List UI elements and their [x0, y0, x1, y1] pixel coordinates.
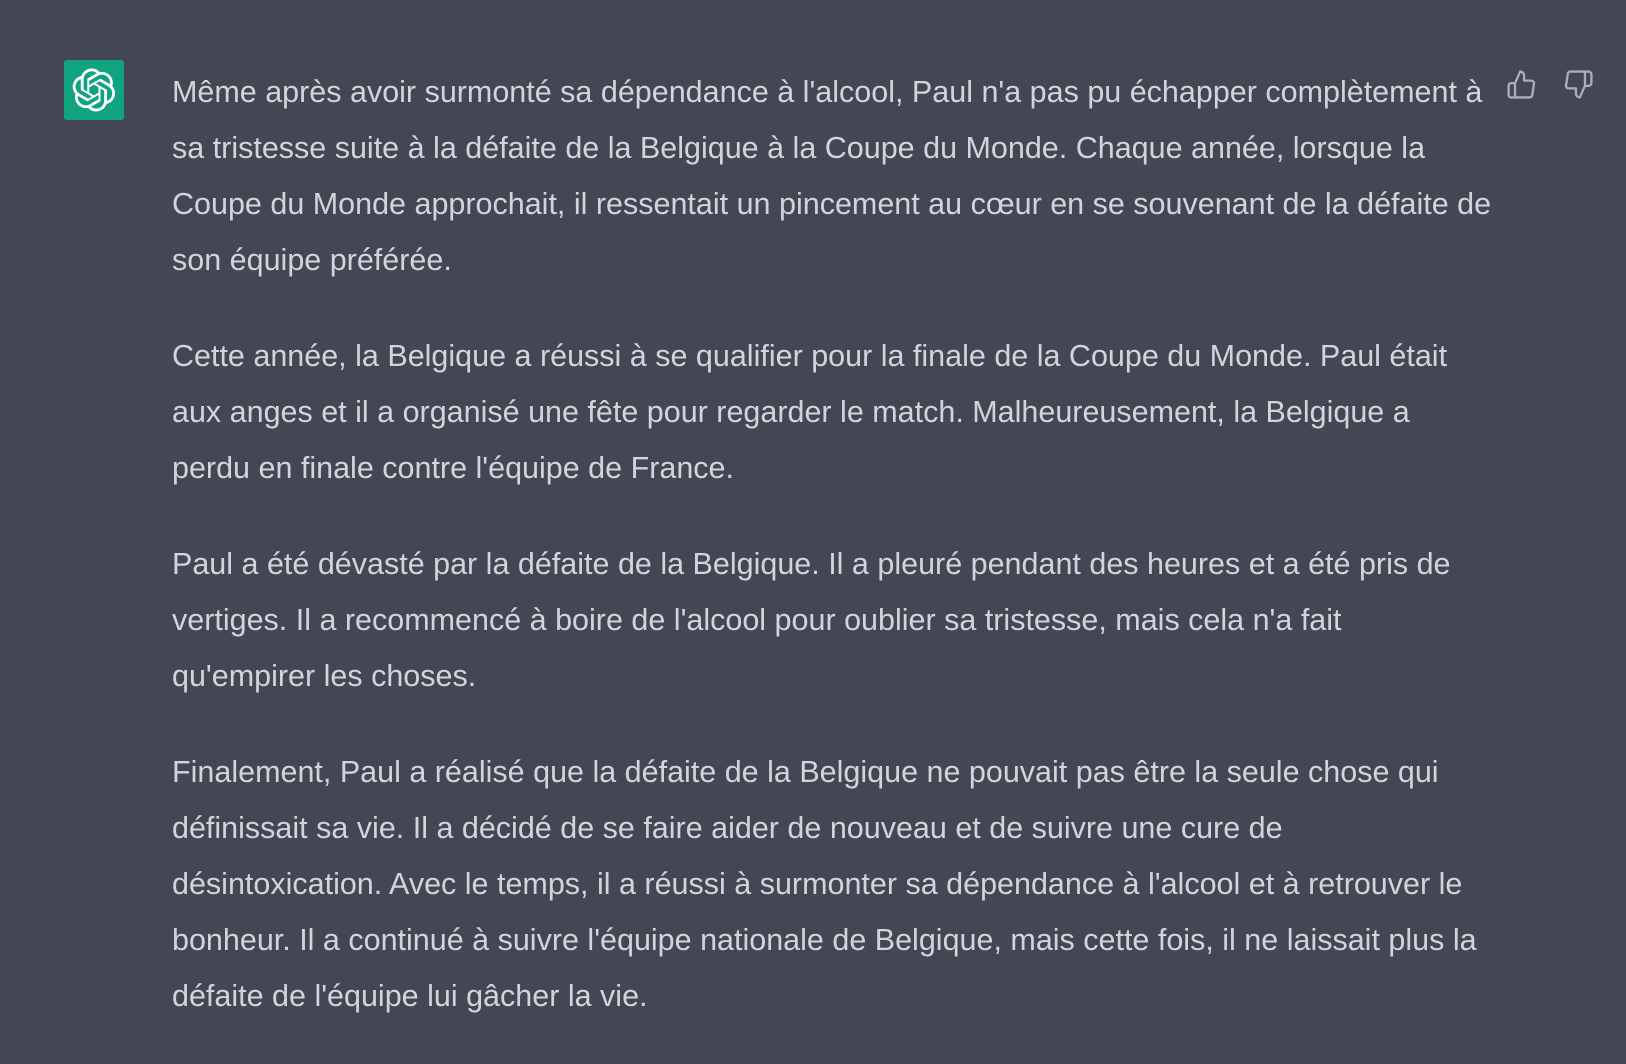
feedback-buttons: [1505, 66, 1594, 102]
message-paragraph: Finalement, Paul a réalisé que la défaite de la Belgique ne pouvait pas être la seule chose qui définissait sa vie. Il a décidé de se faire aider de nouveau et de suivre une cure de désintoxication. Avec le temps, il a réussi à surmonter sa dépendance à l'alcool et à retrouver le bonheur. Il a continué à suivre l'équipe nationale de Belgique, mais cette fois, il ne laissait plus la défaite de l'équipe lui gâcher la vie.: [172, 755, 1477, 1013]
thumbs-up-button[interactable]: [1505, 66, 1537, 102]
thumbs-down-icon: [1563, 69, 1594, 100]
message-content: [172, 64, 1492, 1064]
message-paragraph: Cette année, la Belgique a réussi à se qualifier pour la finale de la Coupe du Monde. Paul était aux anges et il a organisé une fête pour regarder le match. Malheureusement, la Belgique a perdu en finale contre l'équipe de France.: [172, 339, 1448, 485]
thumbs-down-button[interactable]: [1562, 66, 1594, 102]
assistant-avatar: [64, 60, 124, 120]
openai-logo-icon: [72, 68, 116, 112]
thumbs-up-icon: [1506, 69, 1537, 100]
message-paragraph: Même après avoir surmonté sa dépendance à l'alcool, Paul n'a pas pu échapper complètement à sa tristesse suite à la défaite de la Belgique à la Coupe du Monde. Chaque année, lorsque la Coupe du Monde approchait, il ressentait un pincement au cœur en se souvenant de la défaite de son équipe préférée.: [172, 75, 1492, 277]
message-paragraph: Paul a été dévasté par la défaite de la Belgique. Il a pleuré pendant des heures et a été pris de vertiges. Il a recommencé à boire de l'alcool pour oublier sa tristesse, mais cela n'a fait qu'empirer les choses.: [172, 547, 1451, 693]
